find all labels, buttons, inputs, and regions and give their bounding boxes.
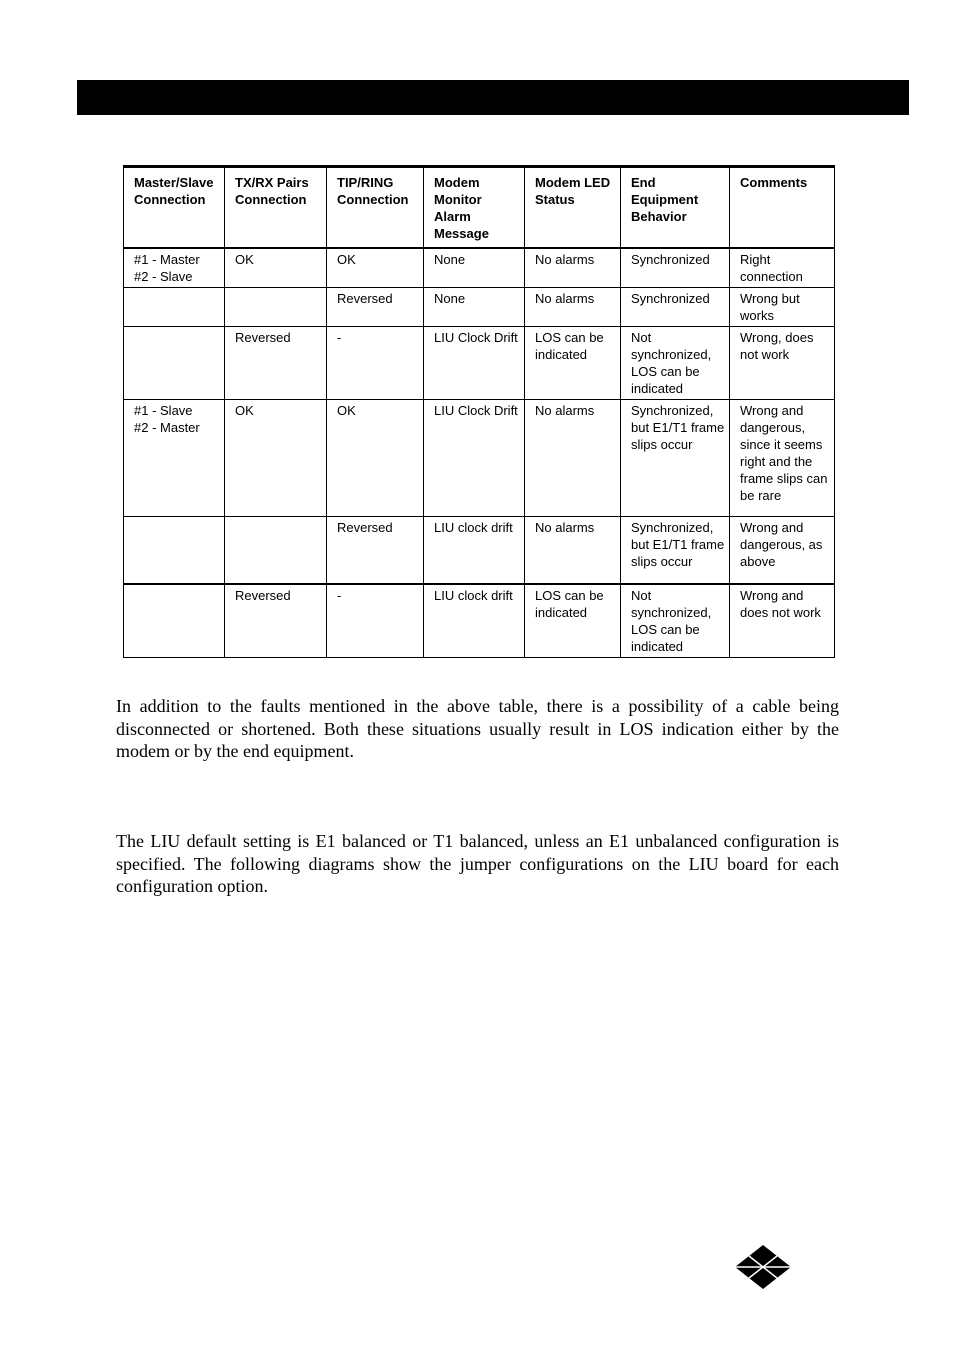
table-cell: LOS can be indicated [525, 584, 621, 658]
header-cell: Comments [730, 167, 835, 249]
table-cell: Wrong and does not work [730, 584, 835, 658]
table-cell: LIU Clock Drift [424, 400, 525, 517]
table-row [124, 584, 835, 658]
table-cell: Reversed [225, 584, 327, 658]
table-cell: Not synchronized, LOS can be indicated [621, 327, 730, 400]
table-cell [124, 288, 225, 327]
body-paragraph: The LIU default setting is E1 balanced or T1 balanced, unless an E1 unbalanced configuration is specified. The following diagrams show the jumper configurations on the LIU board for each configuration option. [116, 831, 839, 896]
table-cell [124, 584, 225, 658]
table-cell [124, 517, 225, 584]
table-cell: None [424, 288, 525, 327]
table-cell: No alarms [525, 400, 621, 517]
header-cell: TIP/RING Connection [327, 167, 424, 249]
table-cell: Synchronized, but E1/T1 frame slips occur [621, 517, 730, 584]
table-header-row [124, 167, 835, 249]
table-cell: LIU Clock Drift [424, 327, 525, 400]
table-cell: Reversed [327, 517, 424, 584]
table-cell: Reversed [327, 288, 424, 327]
diamond-logo-icon [733, 1243, 793, 1291]
header-cell: Modem LED Status [525, 167, 621, 249]
table-cell: No alarms [525, 248, 621, 288]
table-cell: Right connection [730, 248, 835, 288]
table-cell: Synchronized [621, 248, 730, 288]
table-cell: Wrong and dangerous, since it seems right and the frame slips can be rare [730, 400, 835, 517]
header-cell: TX/RX Pairs Connection [225, 167, 327, 249]
fault-table [123, 165, 835, 658]
table-row [124, 400, 835, 517]
table-cell [225, 517, 327, 584]
table-cell: Wrong and dangerous, as above [730, 517, 835, 584]
table-cell: OK [327, 248, 424, 288]
table-cell: Wrong but works [730, 288, 835, 327]
table-cell [225, 288, 327, 327]
table-cell: OK [327, 400, 424, 517]
table-cell: OK [225, 400, 327, 517]
table-cell: Not synchronized, LOS can be indicated [621, 584, 730, 658]
table-cell: LIU clock drift [424, 584, 525, 658]
table-cell: #1 - Slave #2 - Master [124, 400, 225, 517]
header-cell: Master/Slave Connection [124, 167, 225, 249]
table-cell: None [424, 248, 525, 288]
header-cell: End Equipment Behavior [621, 167, 730, 249]
table-cell: LIU clock drift [424, 517, 525, 584]
table-cell: Reversed [225, 327, 327, 400]
table-row [124, 288, 835, 327]
table-cell: - [327, 327, 424, 400]
table-row [124, 517, 835, 584]
table-cell: No alarms [525, 288, 621, 327]
table-cell [124, 327, 225, 400]
table-cell: LOS can be indicated [525, 327, 621, 400]
table-cell: #1 - Master #2 - Slave [124, 248, 225, 288]
table-cell: Synchronized [621, 288, 730, 327]
table-cell: OK [225, 248, 327, 288]
body-paragraph: In addition to the faults mentioned in the above table, there is a possibility of a cable being disconnected or shortened. Both these situations usually result in LOS indication either by the modem or by the end equipment. [116, 696, 839, 761]
header-cell: Modem Monitor Alarm Message [424, 167, 525, 249]
table-cell: Synchronized, but E1/T1 frame slips occur [621, 400, 730, 517]
header-bar [77, 80, 909, 115]
table-cell: Wrong, does not work [730, 327, 835, 400]
table-cell: No alarms [525, 517, 621, 584]
table-row [124, 248, 835, 288]
table-row [124, 327, 835, 400]
table-cell: - [327, 584, 424, 658]
